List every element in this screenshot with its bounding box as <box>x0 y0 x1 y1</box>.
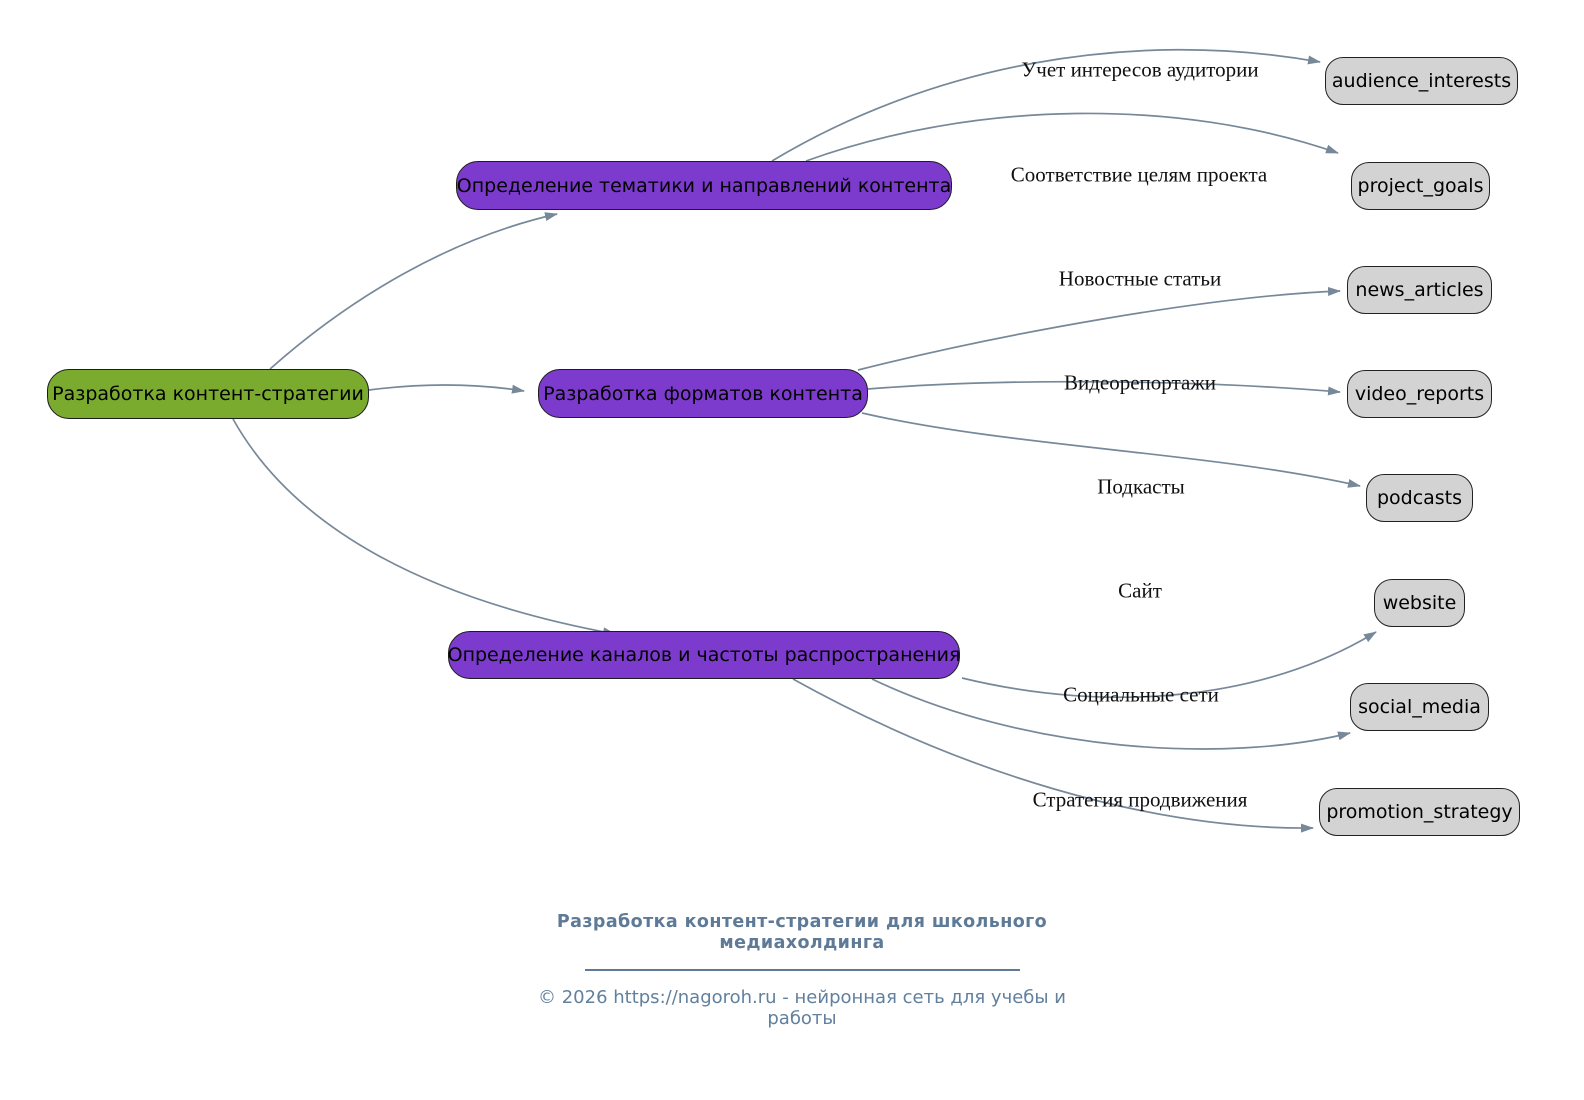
leaf-website: website <box>1374 579 1465 627</box>
leaf-podcasts: podcasts <box>1366 474 1473 522</box>
edge-label-news: Новостные статьи <box>1058 266 1222 291</box>
leaf-audience-interests: audience_interests <box>1325 57 1518 105</box>
node-channels: Определение каналов и частоты распространения <box>448 631 960 679</box>
node-topics: Определение тематики и направлений контента <box>456 161 952 210</box>
edge-root-topics <box>270 214 557 369</box>
node-formats: Разработка форматов контента <box>538 369 868 418</box>
edge-label-social: Социальные сети <box>1063 682 1219 707</box>
edge-formats-news <box>858 291 1340 370</box>
footer-copyright: © 2026 https://nagoroh.ru - нейронная сеть для учебы и работы <box>537 986 1067 1029</box>
edge-root-formats <box>369 385 524 391</box>
footer-title: Разработка контент-стратегии для школьного медиахолдинга <box>556 912 1048 954</box>
edge-label-promotion: Стратегия продвижения <box>1032 787 1248 812</box>
leaf-video-reports: video_reports <box>1347 370 1492 418</box>
edge-label-website: Сайт <box>1118 578 1162 603</box>
footer <box>502 912 1102 1029</box>
leaf-project-goals: project_goals <box>1351 162 1490 210</box>
edge-topics-goals <box>806 113 1338 161</box>
leaf-social-media: social_media <box>1350 683 1489 731</box>
edge-label-goals: Соответствие целям проекта <box>1010 162 1268 187</box>
leaf-news-articles: news_articles <box>1347 266 1492 314</box>
footer-divider <box>585 969 1020 971</box>
edge-label-video: Видеорепортажи <box>1063 370 1217 395</box>
edge-root-channels <box>233 419 615 634</box>
node-root: Разработка контент-стратегии <box>47 369 369 419</box>
leaf-promotion-strategy: promotion_strategy <box>1319 788 1520 836</box>
edge-label-podcasts: Подкасты <box>1097 474 1185 499</box>
edge-label-audience: Учет интересов аудитории <box>1021 57 1259 82</box>
